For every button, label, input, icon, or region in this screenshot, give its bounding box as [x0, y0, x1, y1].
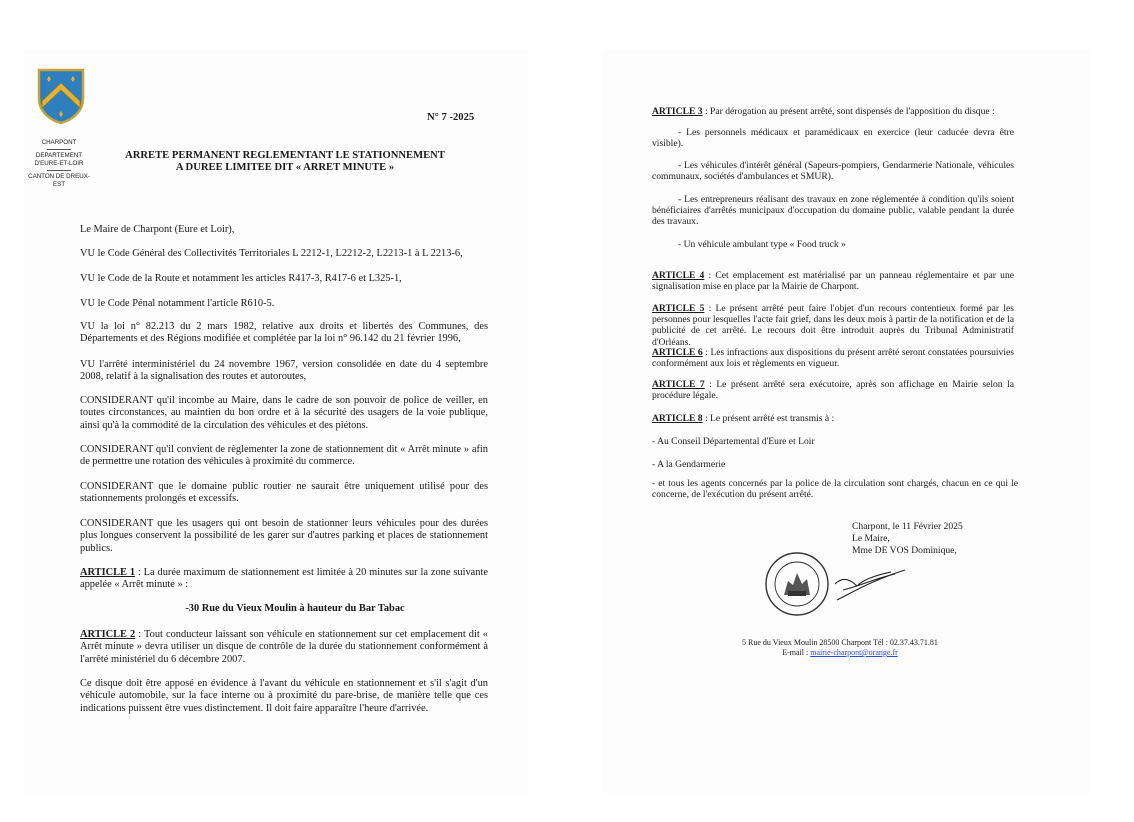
mairie-address: [740, 638, 940, 658]
preamble-maire: Le Maire de Charpont (Eure et Loir),: [80, 224, 235, 235]
article-4: [652, 270, 1014, 292]
considerant-4: CONSIDERANT que les usagers qui ont besoin de stationner leurs véhicules pour des durées plus longues conservent la possibilité de les garer sur d'autres parking et places de stationnement publics.: [80, 518, 488, 554]
article-1: [80, 567, 488, 592]
vu-cgct: VU le Code Général des Collectivités Territoriales L 2212-1, L2212-2, L2213-1 à L 2213-6,: [80, 248, 463, 259]
mairie-seal-stamp: [764, 551, 830, 617]
exemption-entrepreneurs: - Les entrepreneurs réalisant des travaux en zone réglementée à condition qu'ils soient bénéficiaires d'arrêtés municipaux d'occupation du domaine public, valable pendant la durée des travaux.: [652, 194, 1014, 228]
article-7-text: : Le présent arrêté sera exécutoire, après son affichage en Mairie selon la procédure légale.: [652, 379, 1015, 402]
article-7-label: ARTICLE 7: [652, 379, 705, 390]
destinataire-gendarmerie: - A la Gendarmerie: [652, 459, 726, 470]
considerant-2: CONSIDERANT qu'il convient de règlementer la zone de stationnement dit « Arrêt minute » afin de permettre une rotation des véhicules à proximité du commerce.: [80, 444, 488, 468]
signature-name: Mme DE VOS Dominique,: [852, 545, 957, 556]
considerant-1: CONSIDERANT qu'il incombe au Maire, dans le cadre de son pouvoir de police de veiller, en toutes circonstances, au maintien du bon ordre et à la sécurité des usagers de la voie publique, ainsi qu'à la commodité de la circulation des véhicules et des piétons.: [80, 395, 488, 431]
address-line: 5 Rue du Vieux Moulin 28500 Charpont Tél : 02.37.43.71.81: [742, 638, 938, 647]
commune-name: CHARPONT: [41, 139, 77, 146]
signature-date: Charpont, le 11 Février 2025: [852, 521, 963, 532]
article-6-label: ARTICLE 6: [652, 347, 703, 358]
handwritten-signature: [833, 566, 909, 604]
title-line-1: ARRETE PERMANENT REGLEMENTANT LE STATIONNEMENT: [125, 150, 445, 161]
disque-paragraph: Ce disque doit être apposé en évidence à l'avant du véhicule en stationnement et s'il s'agit d'un véhicule automobile, sur la face interne ou à proximité du pare-brise, de manière telle que ces indications puissent être vues distinctement. Il doit faire apparaître l'heure d'arrivée.: [80, 678, 488, 714]
article-6-text: : Les infractions aux dispositions du présent arrêté seront constatées poursuivies conformément aux lois et règlements en vigueur.: [652, 347, 1015, 370]
article-4-label: ARTICLE 4: [652, 270, 705, 281]
article-7: [652, 379, 1014, 401]
departement-name: DEPARTEMENT D'EURE-ET-LOIR: [34, 152, 84, 167]
signature-title: Le Maire,: [852, 533, 890, 544]
article-2-text: : Tout conducteur laissant son véhicule en stationnement sur cet emplacement dit « Arrêt minute » devra utiliser un disque de contrôle de la durée du stationnement conformément à l'arrêté ministériel du 6 décembre 2007.: [80, 629, 488, 665]
coat-of-arms-icon: [36, 68, 86, 124]
article-1-text: : La durée maximum de stationnement est limitée à 20 minutes sur la zone suivante appelée « Arrêt minute » :: [80, 567, 488, 591]
article-3-text: : Par dérogation au présent arrêté, sont dispensés de l'apposition du disque :: [702, 106, 995, 117]
article-8-label: ARTICLE 8: [652, 413, 703, 424]
title-line-2: A DUREE LIMITEE DIT « ARRET MINUTE »: [175, 162, 395, 174]
article-8: [652, 413, 1014, 424]
article-3: [652, 106, 1018, 117]
article-2-label: ARTICLE 2: [80, 629, 136, 640]
vu-loi-1982: VU la loi n° 82.213 du 2 mars 1982, relative aux droits et libertés des Communes, des Départements et des Régions modifiée et complétée par la loi n° 96.142 du 21 février 1996,: [80, 321, 488, 345]
destinataire-conseil: - Au Conseil Départemental d'Eure et Loir: [652, 436, 815, 447]
vu-arrete-1967: VU l'arrêté interministériel du 24 novembre 1967, version consolidée en date du 4 septembre 2008, relatif à la signalisation des routes et autoroutes,: [80, 359, 488, 383]
article-2: [80, 629, 488, 666]
article-5-text: : Le présent arrêté peut faire l'objet d'un recours contentieux formé par les personnes pour lesquelles l'acte fait grief, dans les deux mois à partir de la notification et de la publicité de cet arrêté. Le recours doit être introduit auprès du Tribunal Administratif d'Orléans.: [652, 303, 1014, 348]
document-title: [120, 150, 450, 175]
exemption-food-truck: - Un véhicule ambulant type « Food truck »: [678, 239, 846, 250]
email-line: [740, 648, 940, 658]
considerant-3: CONSIDERANT que le domaine public routier ne saurait être uniquement utilisé pour des stationnements prolongés et excessifs.: [80, 481, 488, 505]
vu-code-penal: VU le Code Pénal notamment l'article R610-5.: [80, 298, 275, 309]
canton-name: CANTON DE DREUX-EST: [28, 173, 90, 188]
article-3-label: ARTICLE 3: [652, 106, 703, 117]
email-prefix: E-mail :: [782, 648, 811, 657]
article-6: [652, 347, 1014, 369]
exemption-interet-general: - Les véhicules d'intérêt général (Sapeurs-pompiers, Gendarmerie Nationale, véhicules communaux, sociétés d'ambulances et SMUR).: [652, 160, 1014, 183]
article-5: [652, 303, 1014, 348]
destinataire-agents: - et tous les agents concernés par la police de la circulation sont chargés, chacun en ce qui le concerne, de l'exécution du présent arrêté.: [652, 478, 1018, 501]
arrete-number: N° 7 -2025: [427, 112, 475, 123]
article-4-text: : Cet emplacement est matérialisé par un panneau réglementaire et par une signalisation mise en place par la Mairie de Charpont.: [652, 270, 1014, 293]
vu-code-route: VU le Code de la Route et notamment les articles R417-3, R417-6 et L325-1,: [80, 273, 402, 284]
exemption-medical: - Les personnels médicaux et paramédicaux en exercice (leur caducée devra être visible).: [652, 127, 1014, 150]
article-1-location: -30 Rue du Vieux Moulin à hauteur du Bar Tabac: [185, 603, 405, 614]
email-link[interactable]: mairie-charpont@orange.fr: [810, 648, 898, 657]
article-5-label: ARTICLE 5: [652, 303, 705, 314]
sidebar-commune: [26, 139, 92, 189]
article-8-text: : Le présent arrêté est transmis à :: [702, 413, 835, 424]
article-1-label: ARTICLE 1: [80, 567, 136, 578]
